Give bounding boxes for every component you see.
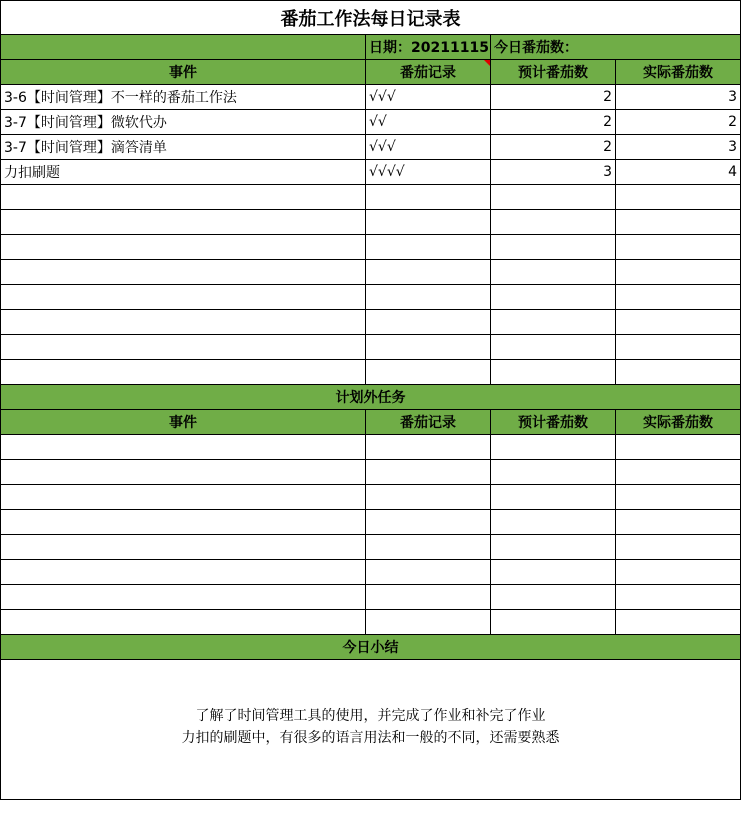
unplanned-col-header-event[interactable]: 事件 — [1, 410, 366, 435]
unplanned-estimated-cell[interactable] — [491, 460, 616, 485]
task-actual-cell[interactable]: 3 — [616, 85, 741, 110]
task-row — [1, 260, 741, 285]
task-actual-cell[interactable] — [616, 310, 741, 335]
task-actual-cell[interactable] — [616, 185, 741, 210]
col-header-record[interactable]: 番茄记录 — [366, 60, 491, 85]
task-record-cell[interactable] — [366, 285, 491, 310]
task-event-cell[interactable] — [1, 360, 366, 385]
task-actual-cell[interactable]: 3 — [616, 135, 741, 160]
task-event-cell[interactable] — [1, 260, 366, 285]
unplanned-event-cell[interactable] — [1, 435, 366, 460]
task-record-cell[interactable]: √√√√ — [366, 160, 491, 185]
task-row — [1, 285, 741, 310]
unplanned-estimated-cell[interactable] — [491, 585, 616, 610]
task-record-cell[interactable] — [366, 185, 491, 210]
task-row — [1, 160, 741, 185]
summary-heading[interactable]: 今日小结 — [1, 635, 741, 660]
unplanned-col-header-record[interactable]: 番茄记录 — [366, 410, 491, 435]
task-event-cell[interactable]: 3-7【时间管理】微软代办 — [1, 110, 366, 135]
unplanned-heading[interactable]: 计划外任务 — [1, 385, 741, 410]
task-estimated-cell[interactable] — [491, 210, 616, 235]
sheet-title[interactable]: 番茄工作法每日记录表 — [1, 1, 741, 35]
task-row — [1, 310, 741, 335]
task-event-cell[interactable] — [1, 210, 366, 235]
comment-indicator-icon — [484, 60, 490, 66]
task-record-cell[interactable]: √√√ — [366, 85, 491, 110]
task-estimated-cell[interactable] — [491, 260, 616, 285]
unplanned-event-cell[interactable] — [1, 585, 366, 610]
unplanned-event-cell[interactable] — [1, 535, 366, 560]
unplanned-row — [1, 460, 741, 485]
task-row — [1, 235, 741, 260]
task-record-cell[interactable] — [366, 360, 491, 385]
today-count-cell[interactable]: 今日番茄数： — [491, 35, 741, 60]
task-estimated-cell[interactable] — [491, 310, 616, 335]
date-value: 20211115 — [411, 40, 489, 56]
unplanned-col-header-estimated[interactable]: 预计番茄数 — [491, 410, 616, 435]
unplanned-actual-cell[interactable] — [616, 435, 741, 460]
unplanned-actual-cell[interactable] — [616, 510, 741, 535]
unplanned-actual-cell[interactable] — [616, 560, 741, 585]
summary-line: 了解了时间管理工具的使用，并完成了作业和补完了作业 — [195, 708, 546, 724]
unplanned-record-cell[interactable] — [366, 535, 491, 560]
unplanned-record-cell[interactable] — [366, 610, 491, 635]
unplanned-row — [1, 485, 741, 510]
summary-line: 力扣的刷题中，有很多的语言用法和一般的不同，还需要熟悉 — [181, 730, 560, 746]
unplanned-actual-cell[interactable] — [616, 460, 741, 485]
unplanned-event-cell[interactable] — [1, 610, 366, 635]
task-actual-cell[interactable] — [616, 285, 741, 310]
unplanned-row — [1, 435, 741, 460]
unplanned-record-cell[interactable] — [366, 485, 491, 510]
unplanned-actual-cell[interactable] — [616, 585, 741, 610]
unplanned-actual-cell[interactable] — [616, 485, 741, 510]
unplanned-col-header-actual[interactable]: 实际番茄数 — [616, 410, 741, 435]
unplanned-estimated-cell[interactable] — [491, 510, 616, 535]
task-record-cell[interactable]: √√ — [366, 110, 491, 135]
task-event-cell[interactable] — [1, 285, 366, 310]
task-row — [1, 335, 741, 360]
task-actual-cell[interactable] — [616, 335, 741, 360]
task-row — [1, 85, 741, 110]
task-actual-cell[interactable] — [616, 360, 741, 385]
task-event-cell[interactable] — [1, 235, 366, 260]
unplanned-row — [1, 585, 741, 610]
unplanned-row — [1, 510, 741, 535]
task-actual-cell[interactable] — [616, 210, 741, 235]
task-estimated-cell[interactable]: 2 — [491, 135, 616, 160]
task-estimated-cell[interactable] — [491, 360, 616, 385]
task-estimated-cell[interactable] — [491, 285, 616, 310]
task-record-cell[interactable] — [366, 310, 491, 335]
col-header-event[interactable]: 事件 — [1, 60, 366, 85]
col-header-estimated[interactable]: 预计番茄数 — [491, 60, 616, 85]
unplanned-event-cell[interactable] — [1, 460, 366, 485]
task-event-cell[interactable]: 3-6【时间管理】不一样的番茄工作法 — [1, 85, 366, 110]
task-record-cell[interactable] — [366, 235, 491, 260]
unplanned-record-cell[interactable] — [366, 585, 491, 610]
task-row — [1, 360, 741, 385]
task-estimated-cell[interactable]: 2 — [491, 85, 616, 110]
task-row — [1, 210, 741, 235]
unplanned-actual-cell[interactable] — [616, 610, 741, 635]
unplanned-actual-cell[interactable] — [616, 535, 741, 560]
unplanned-estimated-cell[interactable] — [491, 610, 616, 635]
task-event-cell[interactable]: 3-7【时间管理】滴答清单 — [1, 135, 366, 160]
unplanned-event-cell[interactable] — [1, 485, 366, 510]
unplanned-estimated-cell[interactable] — [491, 485, 616, 510]
unplanned-estimated-cell[interactable] — [491, 560, 616, 585]
task-record-cell[interactable] — [366, 335, 491, 360]
task-record-cell[interactable] — [366, 210, 491, 235]
task-event-cell[interactable] — [1, 310, 366, 335]
task-record-cell[interactable]: √√√ — [366, 135, 491, 160]
task-event-cell[interactable]: 力扣刷题 — [1, 160, 366, 185]
unplanned-row — [1, 535, 741, 560]
task-row — [1, 185, 741, 210]
summary-cell[interactable] — [1, 660, 741, 800]
date-label: 日期： — [369, 40, 411, 56]
task-event-cell[interactable] — [1, 185, 366, 210]
task-event-cell[interactable] — [1, 335, 366, 360]
unplanned-estimated-cell[interactable] — [491, 435, 616, 460]
task-estimated-cell[interactable]: 3 — [491, 160, 616, 185]
unplanned-event-cell[interactable] — [1, 510, 366, 535]
task-actual-cell[interactable] — [616, 235, 741, 260]
unplanned-estimated-cell[interactable] — [491, 535, 616, 560]
task-actual-cell[interactable]: 4 — [616, 160, 741, 185]
unplanned-event-cell[interactable] — [1, 560, 366, 585]
col-header-actual[interactable]: 实际番茄数 — [616, 60, 741, 85]
unplanned-record-cell[interactable] — [366, 460, 491, 485]
task-estimated-cell[interactable] — [491, 235, 616, 260]
task-estimated-cell[interactable]: 2 — [491, 110, 616, 135]
task-record-cell[interactable] — [366, 260, 491, 285]
task-row — [1, 110, 741, 135]
unplanned-row — [1, 610, 741, 635]
unplanned-record-cell[interactable] — [366, 560, 491, 585]
task-estimated-cell[interactable] — [491, 185, 616, 210]
task-row — [1, 135, 741, 160]
unplanned-record-cell[interactable] — [366, 510, 491, 535]
info-empty-cell[interactable] — [1, 35, 366, 60]
task-estimated-cell[interactable] — [491, 335, 616, 360]
unplanned-row — [1, 560, 741, 585]
task-actual-cell[interactable]: 2 — [616, 110, 741, 135]
unplanned-record-cell[interactable] — [366, 435, 491, 460]
task-actual-cell[interactable] — [616, 260, 741, 285]
date-cell[interactable] — [366, 35, 491, 60]
